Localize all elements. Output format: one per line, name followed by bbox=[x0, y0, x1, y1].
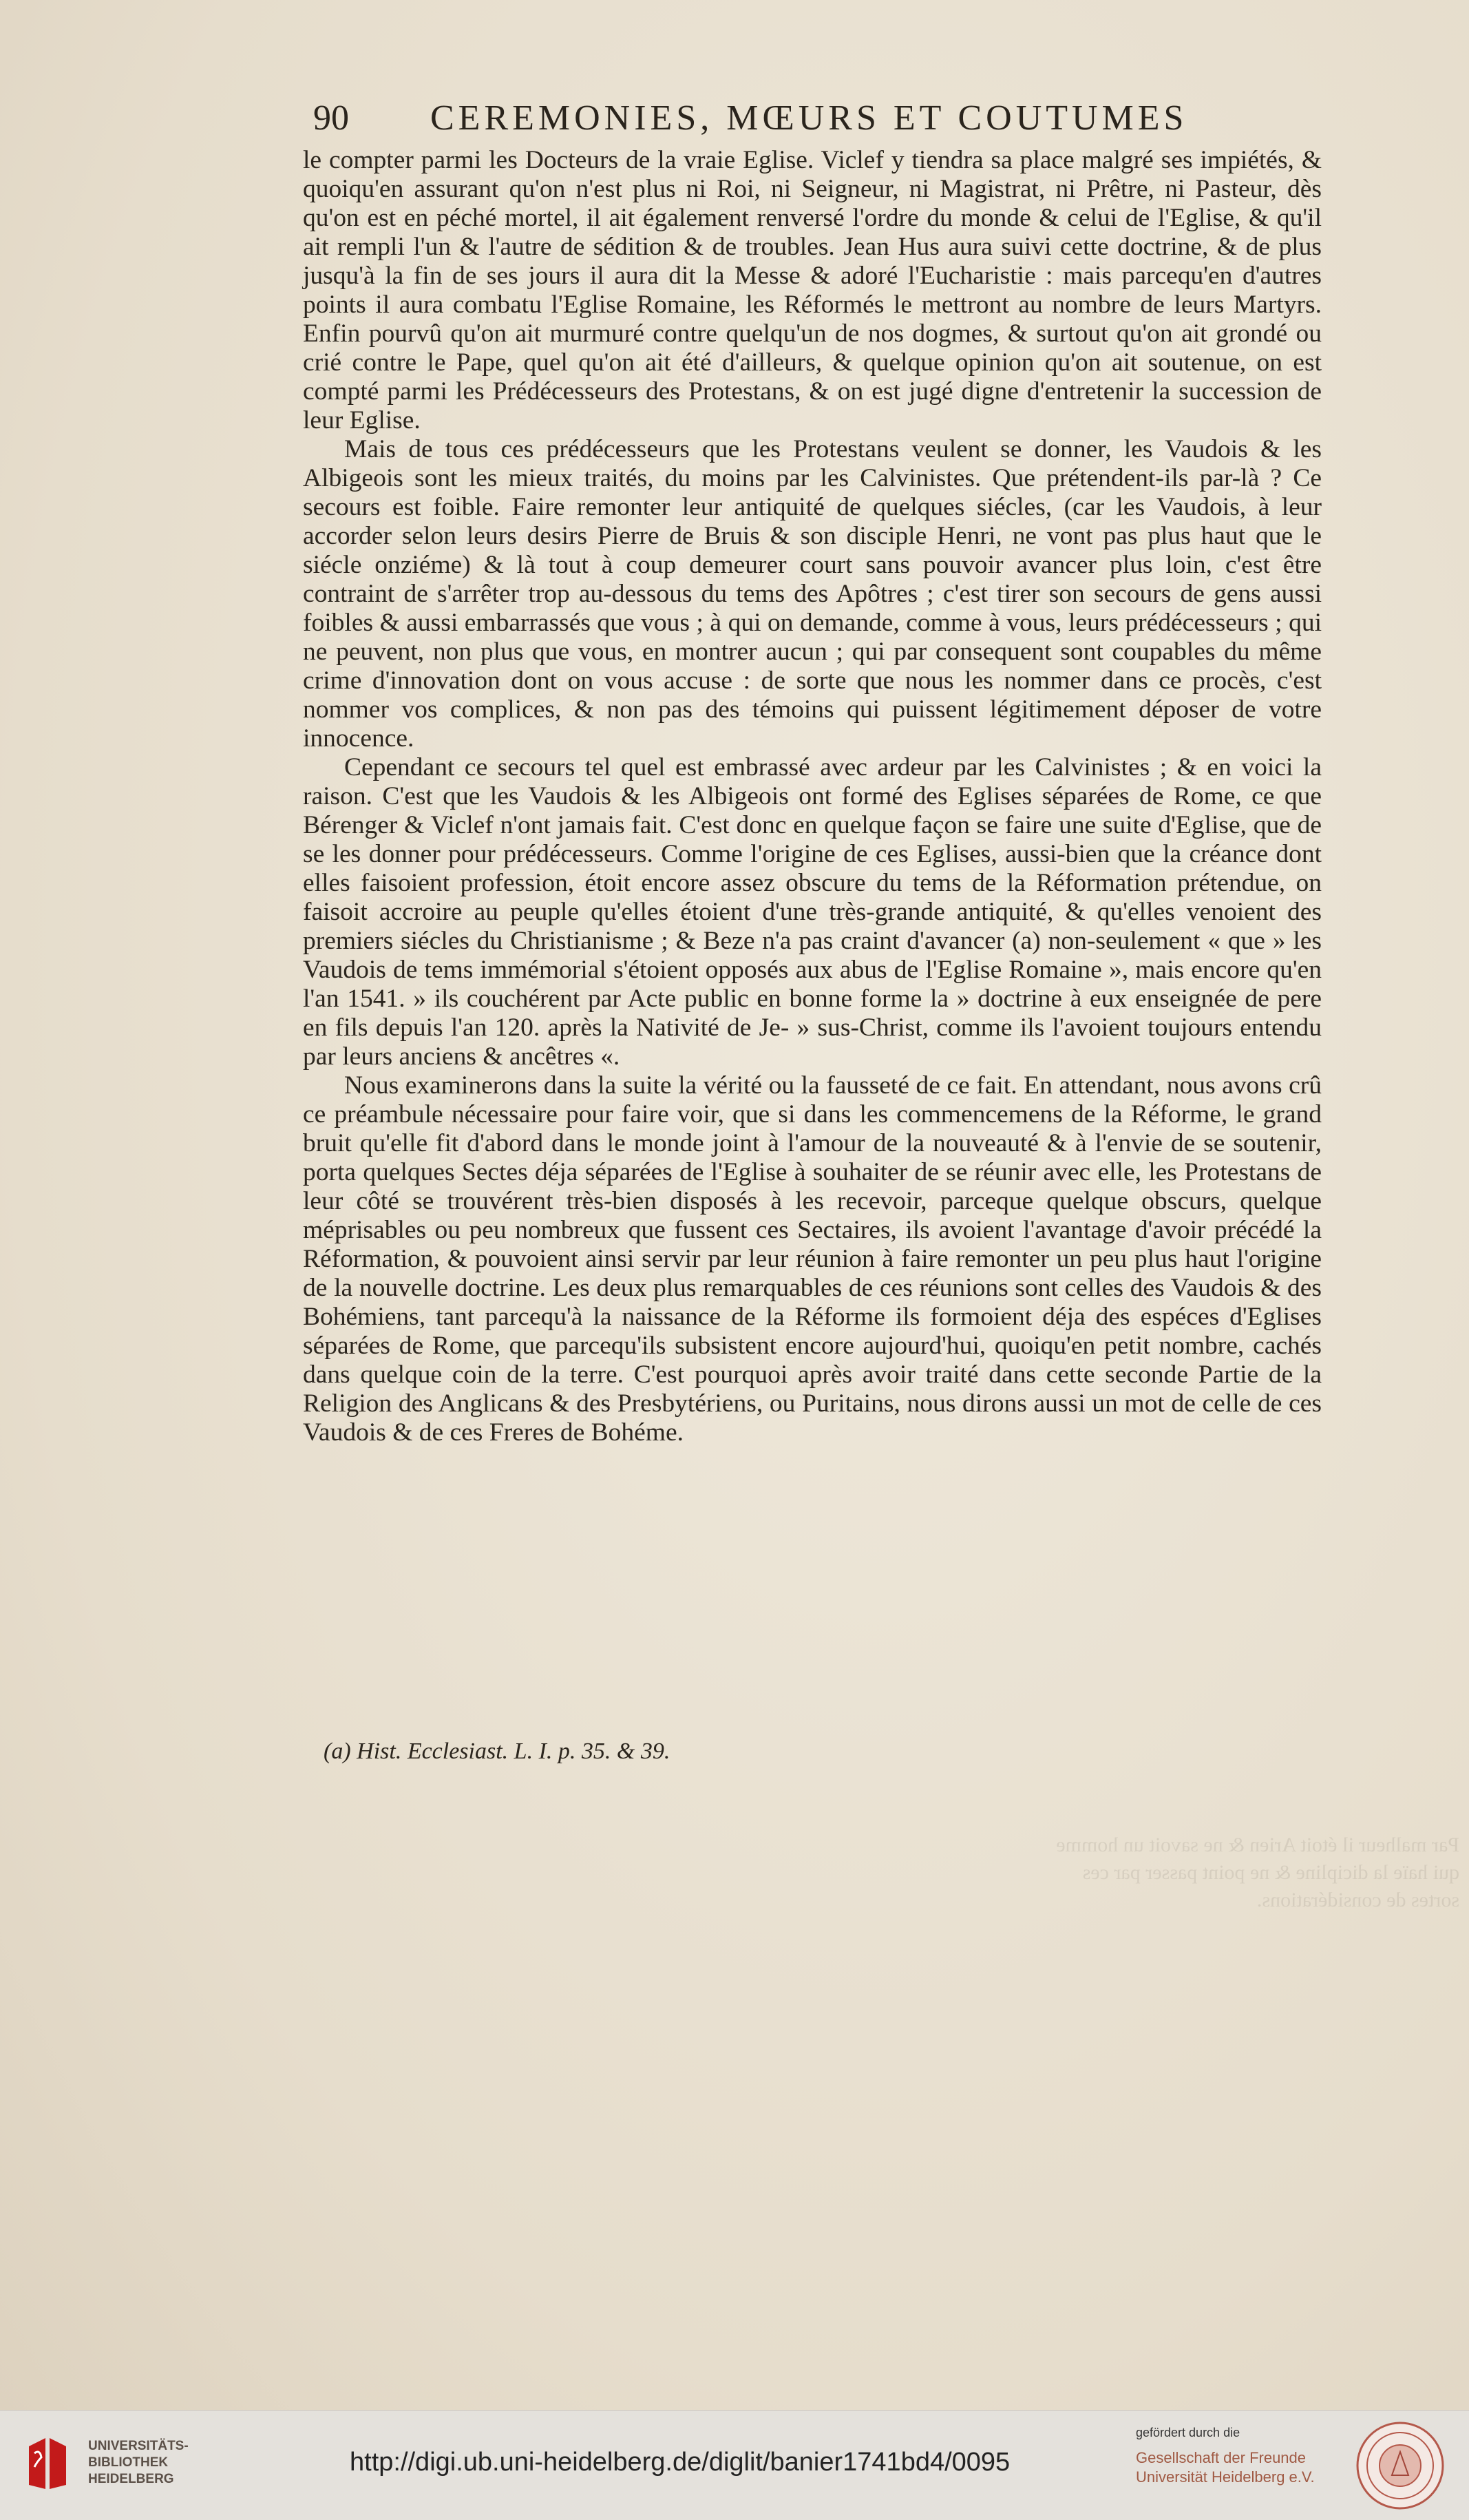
page-header bbox=[313, 98, 1243, 146]
paragraph-4: Nous examinerons dans la suite la vérité ou la fausseté de ce fait. En attendant, nous avons crû ce préambule nécessaire pour faire voir, que si dans les commencemens de la Réforme, le grand bruit qu'elle fit d'abord dans le monde joint à l'amour de la nouveauté & à l'envie de se soutenir, porta quelques Sectes déja séparées de l'Eglise à souhaiter de se réunir avec elle, les Protestans de leur côté se trouvérent très-bien disposés à les recevoir, parceque quelque obscurs, quelque méprisables ou peu nombreux que fussent ces Sectaires, ils avoient l'avantage d'avoir précédé la Réformation, & pouvoient ainsi servir par leur réunion à faire remonter un peu plus haut l'origine de la nouvelle doctrine. Les deux plus remarquables de ces réunions sont celles des Vaudois & des Bohémiens, tant parcequ'à la naissance de la Réforme ils formoient déja des espéces d'Eglises séparées de Rome, que parcequ'ils subsistent encore aujourd'hui, quoiqu'en petit nombre, cachés dans quelque coin de la terre. C'est pourquoi après avoir traité dans cette seconde Partie de la Religion des Anglicans & des Presbytériens, ou Puritains, nous dirons aussi un mot de celle de ces Vaudois & de ces Freres de Bohéme. bbox=[303, 1071, 1322, 1447]
sponsor-label: gefördert durch die bbox=[1136, 2426, 1240, 2439]
library-logo-icon bbox=[14, 2426, 89, 2501]
sponsor-name-line: Universität Heidelberg e.V. bbox=[1136, 2468, 1315, 2486]
page-number: 90 bbox=[313, 98, 349, 138]
paragraph-2: Mais de tous ces prédécesseurs que les Protestans veulent se donner, les Vaudois & les Albigeois sont les mieux traités, du moins par les Calvinistes. Que prétendent-ils par-là ? Ce secours est foible. Faire remonter leur antiquité de quelques siécles, (car les Vaudois, à leur accorder selon leurs desirs Pierre de Bruis & son disciple Henri, ne vont pas plus haut que le siécle onziéme) & là tout à coup demeurer court sans pouvoir avancer plus loin, c'est être contraint de s'arrêter trop au-dessous du tems des Apôtres ; c'est tirer son secours de gens aussi foibles & aussi embarrassés que vous ; à qui on demande, comme à vous, leurs prédécesseurs ; qui ne peuvent, non plus que vous, en montrer aucun ; qui par consequent sont coupables du même crime d'innovation dont on vous accuse : de sorte que nous les nommer dans ce procès, c'est nommer vos complices, & non pas des témoins qui puissent légitimement déposer de votre innocence. bbox=[303, 435, 1322, 753]
paragraph-1: le compter parmi les Docteurs de la vraie Eglise. Viclef y tiendra sa place malgré ses impiétés, & quoiqu'en assurant qu'on n'est plus ni Roi, ni Seigneur, ni Magistrat, ni Prêtre, ni Pasteur, dès qu'on est en péché mortel, il ait également renversé l'ordre du monde & celui de l'Eglise, & qu'il ait rempli l'un & l'autre de sédition & de troubles. Jean Hus aura suivi cette doctrine, & de plus jusqu'à la fin de ses jours il aura dit la Messe & adoré l'Eucharistie : mais parcequ'en d'autres points il aura combatu l'Eglise Romaine, les Réformés le mettront au nombre de leurs Martyrs. Enfin pourvû qu'on ait murmuré contre quelqu'un de nos dogmes, & surtout qu'on ait grondé ou crié contre le Pape, quel qu'on ait été d'ailleurs, & quelque opinion qu'on ait soutenue, on est compté parmi les Prédécesseurs des Protestans, & on est jugé digne d'entretenir la succession de leur Eglise. bbox=[303, 146, 1322, 434]
viewer-footer bbox=[0, 2410, 1469, 2520]
library-name bbox=[88, 2438, 226, 2488]
paragraph-3: Cependant ce secours tel quel est embrassé avec ardeur par les Calvinistes ; & en voici la raison. C'est que les Vaudois & les Albigeois ont formé des Eglises séparées de Rome, ce que Bérenger & Viclef n'ont jamais fait. C'est donc en quelque façon se faire une suite d'Eglise, que de se les donner pour prédécesseurs. Comme l'origine de ces Eglises, aussi-bien que la créance dont elles faisoient profession, étoit encore assez obscure du tems de la Réformation prétendue, on faisoit accroire au peuple qu'elles étoient d'une très-grande antiquité, & qu'elles venoient des premiers siécles du Christianisme ; & Beze n'a pas craint d'avancer (a) non-seulement « que » les Vaudois de tems immémorial s'étoient opposés aux abus de l'Eglise Romaine », mais encore qu'en l'an 1541. » ils couchérent par Acte public en bonne forme la » doctrine à eux enseignée de pere en fils depuis l'an 120. après la Nativité de Je- » sus-Christ, comme ils l'avoient toujours entendu par leurs anciens & ancêtres «. bbox=[303, 753, 1322, 1071]
library-name-line: HEIDELBERG bbox=[88, 2472, 174, 2486]
library-name-line: UNIVERSITÄTS- bbox=[88, 2439, 189, 2453]
university-seal-icon bbox=[1355, 2420, 1446, 2511]
library-name-line: BIBLIOTHEK bbox=[88, 2455, 169, 2470]
footnote: (a) Hist. Ecclesiast. L. I. p. 35. & 39. bbox=[324, 1739, 670, 1764]
sponsor-block bbox=[1136, 2426, 1356, 2487]
body-text bbox=[303, 146, 1322, 1447]
bleed-through-text: Par malheur il étoit Arien & ne savoit un homme qui haïe la dicipline & ne point passer par ces sortes de considérations. bbox=[1056, 1834, 1459, 1911]
running-title: CEREMONIES, MŒURS ET COUTUMES bbox=[430, 98, 1188, 138]
sponsor-name-line: Gesellschaft der Freunde bbox=[1136, 2449, 1307, 2466]
permalink[interactable]: http://digi.ub.uni-heidelberg.de/diglit/banier1741bd4/0095 bbox=[350, 2448, 1011, 2477]
